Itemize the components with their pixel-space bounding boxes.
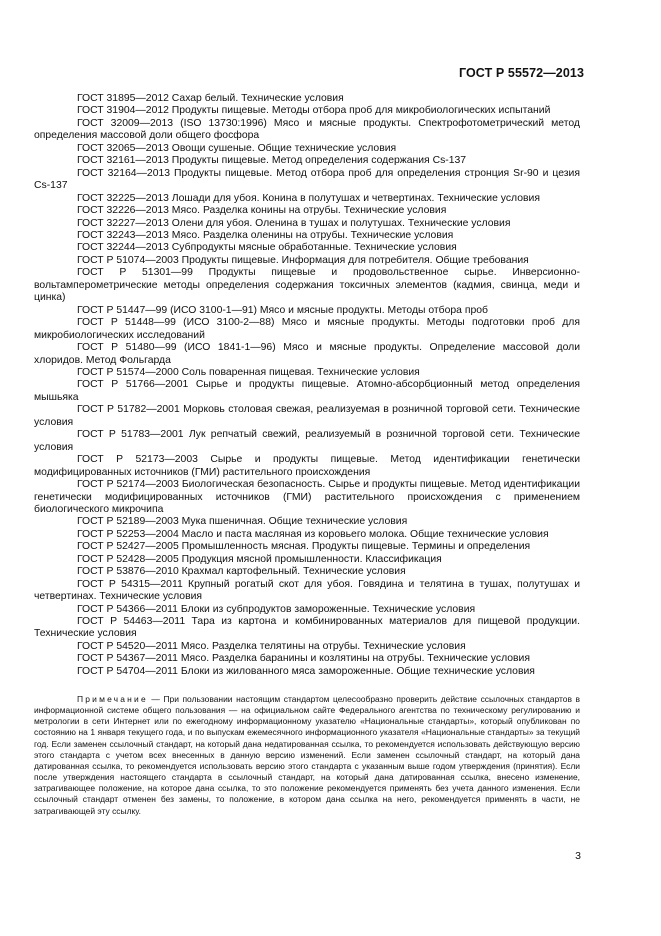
reference-item: ГОСТ Р 51480—99 (ИСО 1841-1—96) Мясо и мясные продукты. Определение массовой доли хлоридов. Метод Фольгарда — [34, 342, 580, 366]
reference-item: ГОСТ Р 51301—99 Продукты пищевые и продовольственное сырье. Инверсионно-вольтамперометрические методы определения содержания токсичных элементов (кадмия, свинца, меди и цинка) — [34, 267, 580, 304]
note-paragraph — [34, 694, 580, 817]
reference-item: ГОСТ Р 54463—2011 Тара из картона и комбинированных материалов для пищевой продукции. Технические условия — [34, 616, 580, 640]
reference-item: ГОСТ Р 51574—2000 Соль поваренная пищевая. Технические условия — [77, 366, 420, 378]
reference-item: ГОСТ 32161—2013 Продукты пищевые. Метод определения содержания Cs-137 — [77, 155, 467, 167]
reference-item: ГОСТ 32226—2013 Мясо. Разделка конины на отрубы. Технические условия — [77, 205, 447, 217]
reference-item: ГОСТ Р 54704—2011 Блоки из жилованного мяса замороженные. Общие технические условия — [77, 665, 535, 677]
reference-item: ГОСТ Р 51783—2001 Лук репчатый свежий, реализуемый в розничной торговой сети. Технические условия — [34, 429, 580, 453]
reference-item: ГОСТ 32243—2013 Мясо. Разделка оленины на отрубы. Технические условия — [77, 229, 454, 241]
note-label: Примечание — [77, 694, 148, 704]
reference-item: ГОСТ 32227—2013 Олени для убоя. Оленина в тушах и полутушах. Технические условия — [77, 217, 511, 229]
reference-item: ГОСТ 32065—2013 Овощи сушеные. Общие технические условия — [77, 142, 397, 154]
reference-item: ГОСТ 32009—2013 (ISO 13730:1996) Мясо и мясные продукты. Спектрофотометрический метод определения массовой доли общего фосфора — [34, 117, 580, 142]
document-code-header: ГОСТ Р 55572—2013 — [458, 66, 584, 80]
normative-references-list — [34, 93, 580, 678]
reference-item: ГОСТ Р 52174—2003 Биологическая безопасность. Сырье и продукты пищевые. Метод идентификации генетически модифицированных источников (ГМИ) растительного происхождения с применением биологического микрочипа — [34, 479, 580, 515]
note-text: — При пользовании настоящим стандартом целесообразно проверить действие ссылочных стандартов в информационной системе общего пользования — на официальном сайте Федерального агентства по техническому регулированию и метрологии в сети Интернет или по ежегодному информационному указателю «Национальные стандарты», который опубликован по состоянию на 1 января текущего года, и по выпускам ежемесячного информационного указателя «Национальные стандарты» за текущий год. Если заменен ссылочный стандарт, на который дана недатированная ссылка, то рекомендуется использовать действующую версию этого стандарта с учетом всех внесенных в данную версию изменений. Если заменен ссылочный стандарт, на который дана датированная ссылка, то рекомендуется использовать версию этого стандарта с указанным выше годом утверждения (принятия). Если после утверждения настоящего стандарта в ссылочный стандарт, на который дана датированная ссылка, внесено изменение, затрагивающее положение, на которое дана ссылка, то это положение рекомендуется применять без учета данного изменения. Если ссылочный стандарт отменен без замены, то положение, в котором дана ссылка на него, рекомендуется применять в части, не затрагивающей эту ссылку. — [34, 694, 580, 816]
reference-item: ГОСТ Р 51074—2003 Продукты пищевые. Информация для потребителя. Общие требования — [77, 254, 529, 266]
reference-item: ГОСТ Р 51782—2001 Морковь столовая свежая, реализуемая в розничной торговой сети. Технические условия — [34, 404, 580, 428]
page-number: 3 — [575, 850, 581, 862]
reference-item: ГОСТ 32164—2013 Продукты пищевые. Метод отбора проб для определения стронция Sr-90 и цезия Cs-137 — [34, 167, 580, 192]
reference-item: ГОСТ 31895—2012 Сахар белый. Технические условия — [77, 93, 344, 104]
reference-item: ГОСТ 32225—2013 Лошади для убоя. Конина в полутушах и четвертинах. Технические условия — [77, 192, 540, 204]
reference-item: ГОСТ Р 52428—2005 Продукция мясной промышленности. Классификация — [77, 553, 442, 565]
reference-item: ГОСТ Р 52427—2005 Промышленность мясная. Продукты пищевые. Термины и определения — [77, 541, 531, 553]
reference-item: ГОСТ Р 51448—99 (ИСО 3100-2—88) Мясо и мясные продукты. Методы подготовки проб для микробиологических исследований — [34, 317, 580, 341]
reference-item: ГОСТ Р 54520—2011 Мясо. Разделка телятины на отрубы. Технические условия — [77, 640, 466, 652]
reference-item: ГОСТ Р 51766—2001 Сырье и продукты пищевые. Атомно-абсорбционный метод определения мышьяка — [34, 379, 580, 403]
reference-item: ГОСТ Р 54366—2011 Блоки из субпродуктов замороженные. Технические условия — [77, 603, 476, 615]
note-block — [34, 694, 580, 817]
reference-item: ГОСТ Р 54315—2011 Крупный рогатый скот для убоя. Говядина и телятина в тушах, полутушах и четвертинах. Технические условия — [34, 578, 580, 603]
reference-item: ГОСТ Р 51447—99 (ИСО 3100-1—91) Мясо и мясные продукты. Методы отбора проб — [77, 304, 488, 316]
reference-item: ГОСТ Р 54367—2011 Мясо. Разделка баранины и козлятины на отрубы. Технические условия — [77, 653, 530, 665]
reference-item: ГОСТ Р 52173—2003 Сырье и продукты пищевые. Метод идентификации генетически модифицированных источников (ГМИ) растительного происхождения — [34, 454, 580, 478]
reference-item: ГОСТ Р 53876—2010 Крахмал картофельный. Технические условия — [77, 566, 406, 578]
reference-item: ГОСТ Р 52253—2004 Масло и паста масляная из коровьего молока. Общие технические условия — [77, 528, 549, 540]
reference-item: ГОСТ 32244—2013 Субпродукты мясные обработанные. Технические условия — [77, 242, 457, 254]
reference-item: ГОСТ Р 52189—2003 Мука пшеничная. Общие технические условия — [77, 516, 408, 528]
reference-item: ГОСТ 31904—2012 Продукты пищевые. Методы отбора проб для микробиологических испытаний — [77, 105, 551, 117]
